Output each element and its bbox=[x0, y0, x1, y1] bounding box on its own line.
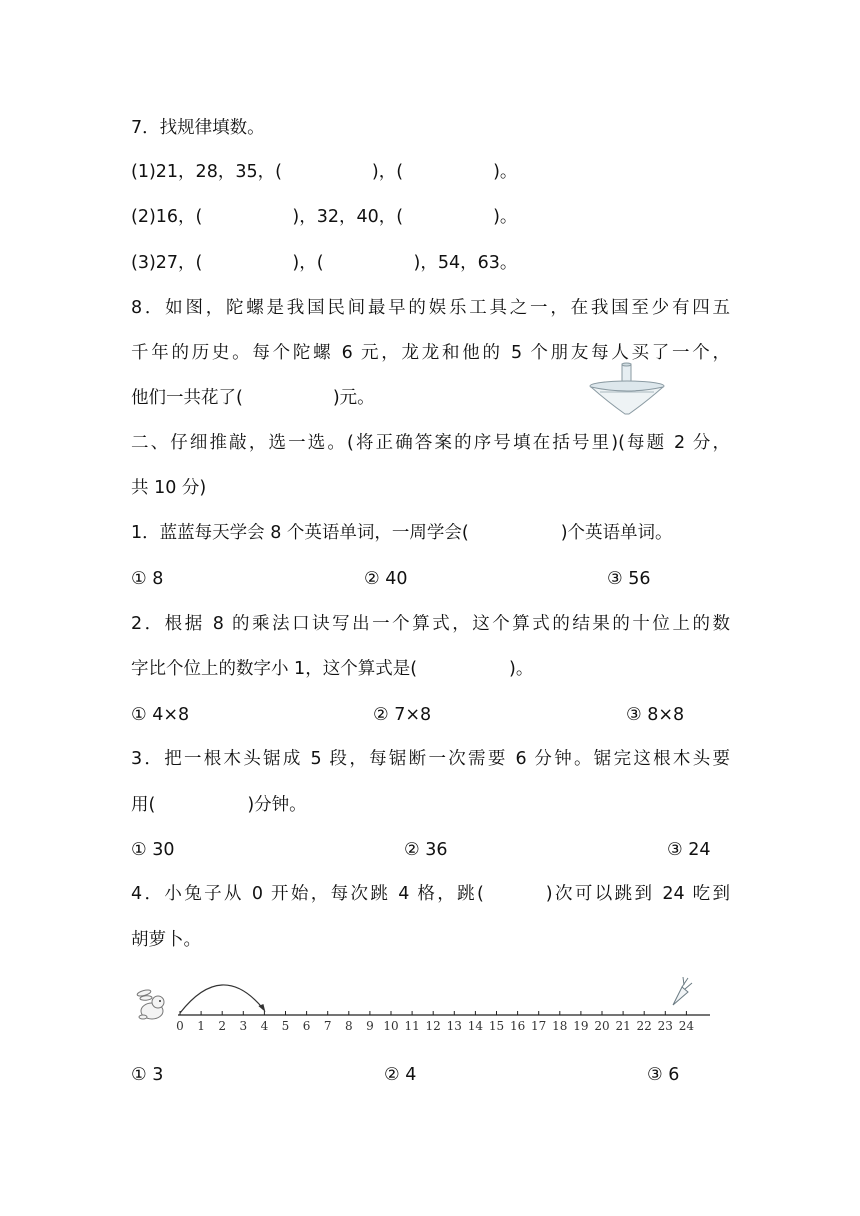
tick-label: 1 bbox=[197, 1019, 205, 1033]
tick-label: 11 bbox=[404, 1019, 420, 1033]
p4-option-1[interactable]: ① 3 bbox=[131, 1065, 164, 1085]
tick-label: 16 bbox=[509, 1019, 526, 1033]
p1-option-3[interactable]: ③ 56 bbox=[607, 569, 651, 589]
q8-line-3-b: )元。 bbox=[332, 388, 375, 408]
q7-line-3-b: )，( bbox=[292, 253, 324, 273]
q7-line-2-c: )。 bbox=[493, 207, 518, 227]
jump-arc bbox=[180, 985, 263, 1013]
rabbit-icon bbox=[137, 989, 164, 1019]
p3-option-2[interactable]: ② 36 bbox=[404, 840, 448, 860]
q7-line-3 bbox=[131, 251, 517, 275]
tick-label: 0 bbox=[176, 1019, 184, 1033]
q7-line-3-a: (3)27，( bbox=[131, 253, 203, 273]
q7-line-3-c: )，54，63。 bbox=[413, 253, 518, 273]
p2-line-1: 2．根据 8 的乘法口诀写出一个算式，这个算式的结果的十位上的数 bbox=[131, 614, 730, 634]
tick-label: 5 bbox=[281, 1019, 290, 1033]
q8-line-3 bbox=[131, 386, 375, 410]
p1-option-1[interactable]: ① 8 bbox=[131, 569, 164, 589]
p4-line-1-b: )次可以跳到 24 吃到 bbox=[545, 884, 730, 904]
tick-label: 18 bbox=[552, 1019, 568, 1033]
p4-line-1-a: 4．小兔子从 0 开始，每次跳 4 格，跳( bbox=[131, 884, 484, 904]
tick-label: 3 bbox=[239, 1019, 248, 1033]
p3-option-3[interactable]: ③ 24 bbox=[667, 840, 711, 860]
p1-question-a: 1．蓝蓝每天学会 8 个英语单词，一周学会( bbox=[131, 523, 469, 543]
q7-line-2 bbox=[131, 205, 517, 229]
p2-line-2 bbox=[131, 657, 533, 681]
p4-line-2: 胡萝卜。 bbox=[131, 930, 201, 950]
p2-option-2[interactable]: ② 7×8 bbox=[373, 705, 432, 725]
tick-label: 10 bbox=[383, 1019, 399, 1033]
q7-line-1-a: (1)21，28，35，( bbox=[131, 162, 282, 182]
tick-label: 12 bbox=[425, 1019, 441, 1033]
q7-line-1-c: )。 bbox=[493, 162, 518, 182]
spinning-top-icon bbox=[588, 362, 666, 418]
tick-label: 20 bbox=[594, 1019, 610, 1033]
p3-line-2-a: 用( bbox=[131, 795, 156, 815]
tick-label: 7 bbox=[323, 1019, 332, 1033]
p2-option-1[interactable]: ① 4×8 bbox=[131, 705, 190, 725]
carrot-icon bbox=[673, 977, 692, 1005]
tick-label: 8 bbox=[344, 1019, 353, 1033]
q7-line-1 bbox=[131, 160, 517, 184]
tick-label: 17 bbox=[531, 1019, 547, 1033]
p4-line-1 bbox=[131, 882, 730, 906]
tick-label: 19 bbox=[573, 1019, 589, 1033]
tick-label: 9 bbox=[366, 1019, 374, 1033]
section2-line-2: 共 10 分) bbox=[131, 478, 207, 498]
p4-option-3[interactable]: ③ 6 bbox=[647, 1065, 680, 1085]
p2-option-3[interactable]: ③ 8×8 bbox=[626, 705, 685, 725]
tick-label: 14 bbox=[467, 1019, 484, 1033]
q8-line-2: 千年的历史。每个陀螺 6 元，龙龙和他的 5 个朋友每人买了一个， bbox=[131, 343, 730, 363]
tick-label: 15 bbox=[488, 1019, 505, 1033]
q7-line-1-b: )，( bbox=[371, 162, 404, 182]
p1-option-2[interactable]: ② 40 bbox=[364, 569, 408, 589]
q7-line-2-a: (2)16，( bbox=[131, 207, 203, 227]
tick-label: 4 bbox=[260, 1019, 269, 1033]
tick-label: 22 bbox=[636, 1019, 652, 1033]
q7-line-2-b: )，32，40，( bbox=[292, 207, 404, 227]
p3-line-2 bbox=[131, 793, 307, 817]
number-line bbox=[130, 975, 720, 1035]
tick-label: 23 bbox=[657, 1019, 673, 1033]
p2-line-2-a: 字比个位上的数字小 1，这个算式是( bbox=[131, 659, 418, 679]
tick-label: 13 bbox=[446, 1019, 462, 1033]
p3-line-1: 3．把一根木头锯成 5 段，每锯断一次需要 6 分钟。锯完这根木头要 bbox=[131, 749, 730, 769]
p4-option-2[interactable]: ② 4 bbox=[384, 1065, 417, 1085]
p3-option-1[interactable]: ① 30 bbox=[131, 840, 175, 860]
q8-line-3-a: 他们一共花了( bbox=[131, 388, 243, 408]
tick-label: 6 bbox=[302, 1019, 311, 1033]
tick-label: 2 bbox=[218, 1019, 227, 1033]
p2-line-2-b: )。 bbox=[509, 659, 534, 679]
q7-title: 7．找规律填数。 bbox=[131, 118, 265, 138]
tick-label: 21 bbox=[615, 1019, 631, 1033]
p1-question bbox=[131, 521, 673, 545]
p1-question-b: )个英语单词。 bbox=[560, 523, 673, 543]
p3-line-2-b: )分钟。 bbox=[247, 795, 307, 815]
tick-label: 24 bbox=[678, 1019, 695, 1033]
section2-line-1: 二、仔细推敲，选一选。(将正确答案的序号填在括号里)(每题 2 分， bbox=[131, 433, 730, 453]
q8-line-1: 8．如图，陀螺是我国民间最早的娱乐工具之一，在我国至少有四五 bbox=[131, 298, 730, 318]
